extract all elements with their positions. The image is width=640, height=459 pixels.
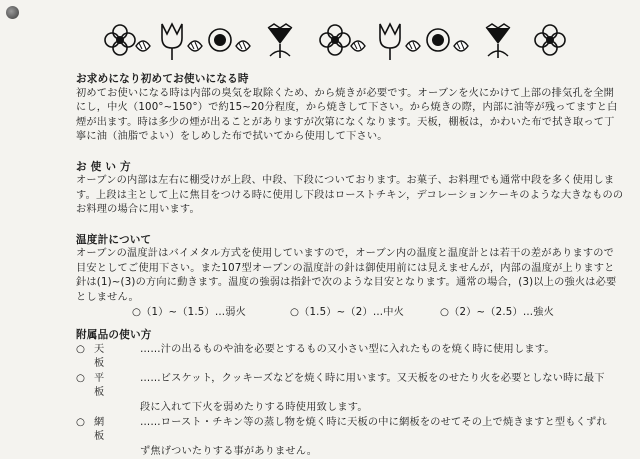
decorative-flower-border bbox=[100, 20, 570, 64]
accessory-text-continued: ず焦げついたりする事がありません。 bbox=[140, 445, 318, 457]
heat-scale-high: ○（2）~（2.5）…強火 bbox=[440, 306, 555, 318]
bullet-mark: ○ bbox=[76, 372, 86, 384]
section-title-accessories: 附属品の使い方 bbox=[76, 329, 152, 342]
section-title-first-use: お求めになり初めてお使いになる時 bbox=[76, 73, 249, 85]
manual-content bbox=[76, 72, 624, 459]
heat-scale-medium: ○（1.5）~（2）…中火 bbox=[290, 306, 405, 318]
accessory-item-flat-plate bbox=[76, 372, 624, 401]
accessory-text: ……汁の出るものや油を必要とするもの又小さい型に入れたものを焼く時に使用します。 bbox=[140, 343, 555, 355]
accessory-name: 網 板 bbox=[94, 416, 127, 443]
accessory-text-continued: 段に入れて下火を弱めたりする時使用致します。 bbox=[140, 402, 368, 414]
accessory-name: 天 板 bbox=[94, 343, 127, 370]
thermometer-text: オーブンの温度計はバイメタル方式を使用していますので，オーブン内の温度と温度計とは若干の差がありますので目安としてご使用下さい。また107型オーブンの温度計の針は御使用前には見えませんが，内部の温度が上りますと針は(1)~(3)の方向に動きます。温度の強弱は指針で次のような目安となります。通常の場合，(3)以上の強火は必要としません。 bbox=[76, 248, 617, 303]
accessory-text: ……ロースト・チキン等の蒸し物を焼く時に天板の中に網板をのせてその上で焼きますと型もくずれ bbox=[140, 416, 607, 428]
accessory-name: 平 板 bbox=[94, 372, 127, 399]
heat-scale bbox=[76, 306, 624, 321]
binder-hole bbox=[6, 6, 19, 19]
usage-text: オーブンの内部は左右に棚受けが上段、中段、下段についております。お菓子、お料理でも通常中段を多く使用します。上段は主として上に焦目をつける時に使用し下段はローストチキン，デコレーションケーキのような大きなもののお料理の場合に用います。 bbox=[76, 175, 624, 216]
accessory-item-baking-tray bbox=[76, 343, 624, 372]
accessory-item-wire-rack bbox=[76, 416, 624, 445]
bullet-mark: ○ bbox=[76, 343, 86, 355]
bullet-mark: ○ bbox=[76, 416, 86, 428]
first-use-text: 初めてお使いになる時は内部の臭気を取除くため、から焼きが必要です。オーブンを火にかけて上部の排気孔を全開にし，中火（100°~150°）で約15~20分程度，から焼きして下さい。から焼きの際，内部に油等が残ってますと白煙が出ます。時は多少の煙が出ることがありますが次第になくなります。天板，棚板は，かわいた布で拭き取って丁寧に油（油脂でよい）をしめした布で拭いてから使用して下さい。 bbox=[76, 87, 618, 143]
accessory-text: ……ビスケット，クッキーズなどを焼く時に用います。又天板をのせたり火を必要としない時に最下 bbox=[140, 372, 605, 384]
section-title-usage: お 使 い 方 bbox=[76, 160, 131, 173]
heat-scale-low: ○（1）~（1.5）…弱火 bbox=[132, 306, 247, 318]
section-title-thermometer: 温度計について bbox=[76, 233, 152, 246]
